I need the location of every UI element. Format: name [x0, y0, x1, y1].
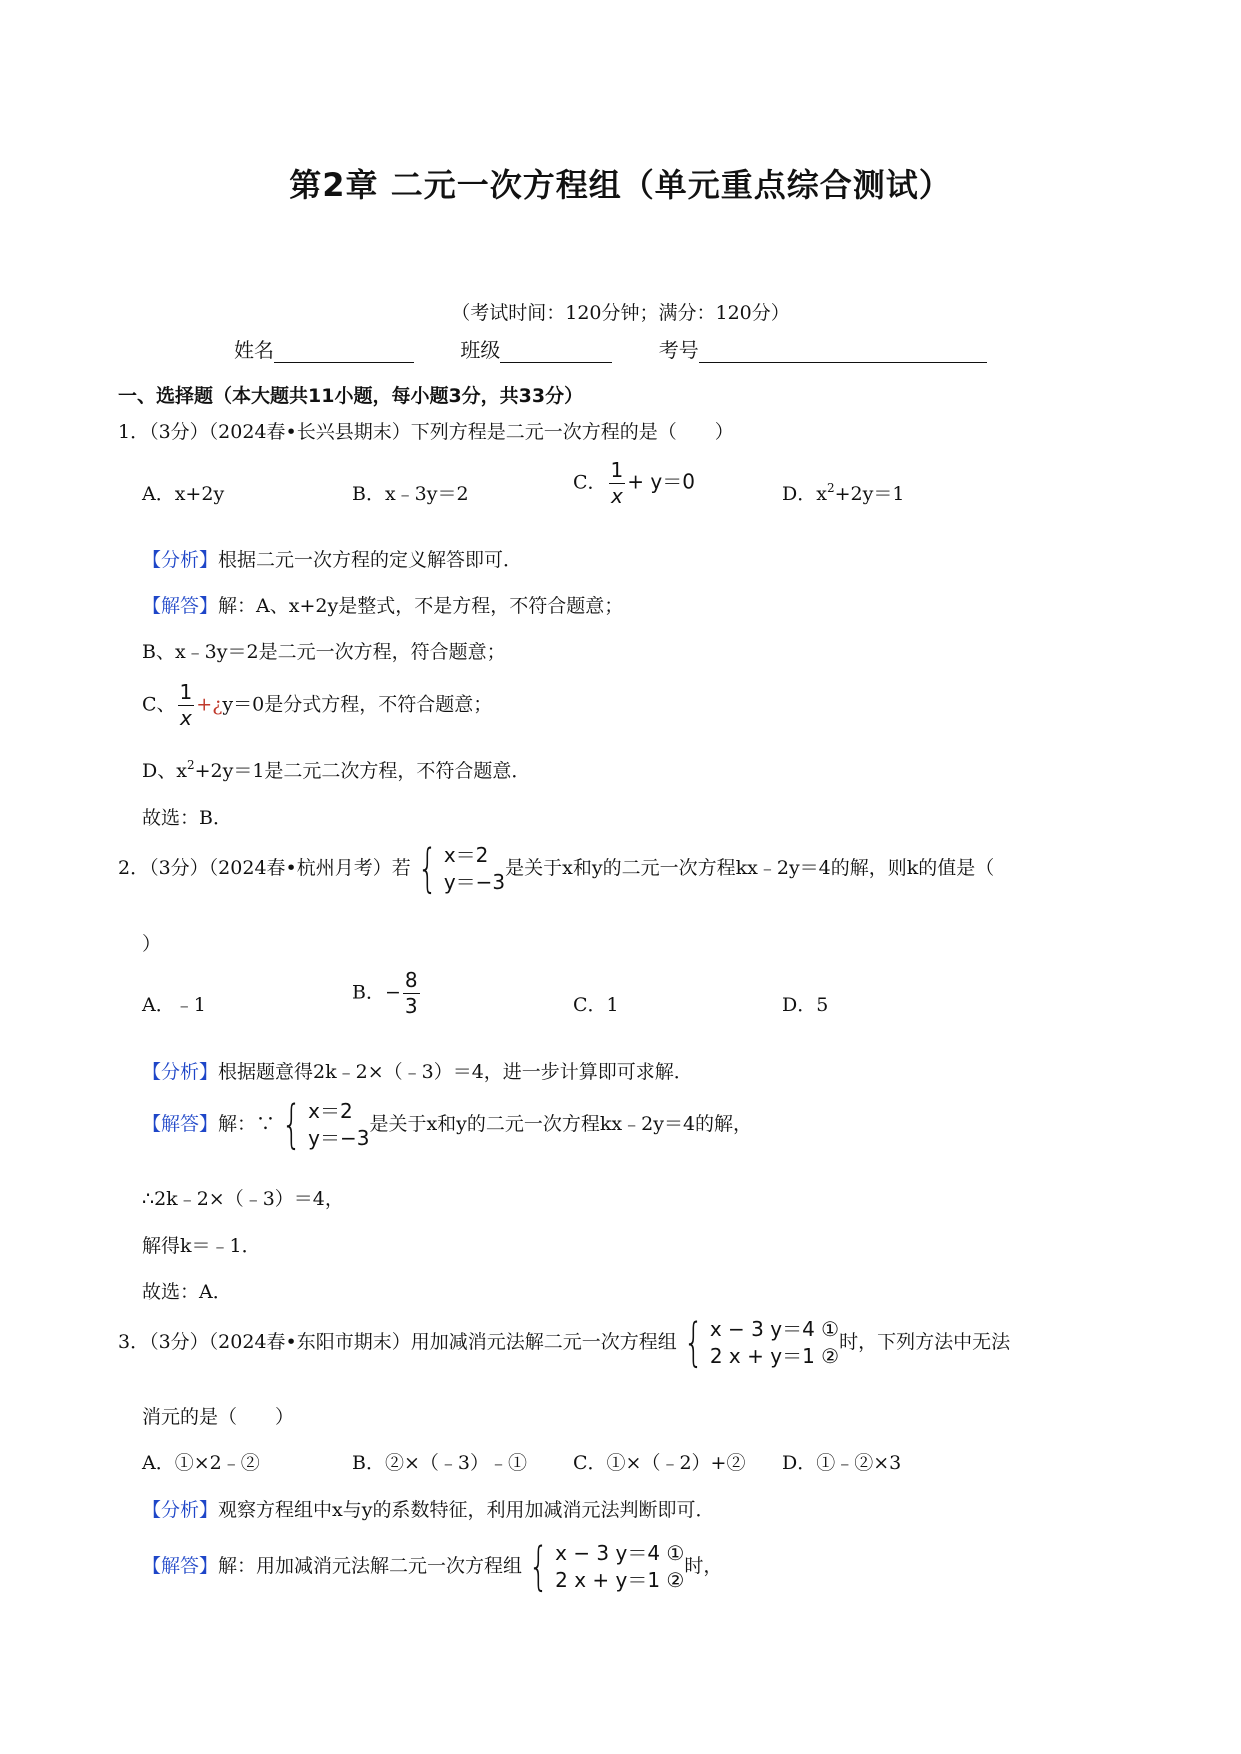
- q1-option-d-post: +2y＝1: [834, 483, 905, 505]
- q2-option-d: D．5: [782, 994, 829, 1016]
- superscript: 2: [826, 481, 835, 495]
- q1-option-a: A．x+2y: [142, 483, 225, 505]
- fraction-numerator: 8: [404, 968, 418, 992]
- answer-pre: 解：∵: [218, 1113, 276, 1135]
- q2-option-a: A．﹣1: [142, 994, 206, 1016]
- q3-option-b: B．②×（﹣3）﹣①: [352, 1452, 527, 1474]
- q3-head-pre: 3．（3分）（2024春•东阳市期末）用加减消元法解二元一次方程组: [118, 1331, 677, 1353]
- q1-option-d-pre: D．x: [782, 483, 827, 505]
- fraction-denominator: x: [179, 706, 192, 730]
- answer-pre: 解：用加减消元法解二元一次方程组: [218, 1555, 523, 1577]
- q2-option-b-prefix: B．−: [352, 981, 401, 1004]
- name-label: 姓名: [234, 338, 274, 362]
- section-heading: 一、选择题（本大题共11小题，每小题3分，共33分）: [118, 385, 584, 407]
- answer-post: 时，: [684, 1555, 723, 1577]
- q1-answer-d: [142, 756, 530, 783]
- class-field[interactable]: [500, 342, 612, 363]
- q1-option-c-prefix: C．: [573, 471, 607, 494]
- answer-post: 是关于x和y的二元一次方程kx﹣2y＝4的解，: [369, 1113, 753, 1135]
- answer-c-prefix: C、: [142, 693, 176, 716]
- left-brace: {: [683, 1313, 704, 1373]
- system-row-2: y＝−3: [308, 1126, 370, 1150]
- analysis-tag: 【分析】: [142, 1061, 219, 1083]
- analysis-tag: 【分析】: [142, 1499, 219, 1521]
- q2-head-close: ）: [142, 933, 162, 955]
- answer-c-rest: y＝0是分式方程，不符合题意；: [222, 693, 493, 716]
- system-row-2: 2 x + y＝1 ②: [709, 1344, 840, 1368]
- left-brace: {: [528, 1537, 549, 1597]
- answer-text: 解：A、x+2y是整式，不是方程，不符合题意；: [218, 595, 624, 617]
- answer-tag: 【解答】: [142, 1555, 219, 1577]
- q2-equation-system: [411, 839, 506, 899]
- q1-option-c-fraction: [609, 460, 626, 507]
- q2-answer-system: [275, 1095, 370, 1155]
- exam-info: （考试时间：120分钟；满分：120分）: [451, 302, 790, 324]
- id-field[interactable]: [699, 342, 987, 363]
- left-brace: {: [281, 1095, 302, 1155]
- q2-choice: 故选：A．: [142, 1281, 232, 1303]
- answer-c-fraction: [178, 682, 195, 729]
- q2-option-b-fraction: [403, 970, 420, 1017]
- student-fields: [234, 334, 987, 363]
- analysis-tag: 【分析】: [142, 549, 219, 571]
- system-row-1: x − 3 y＝4 ①: [555, 1541, 685, 1565]
- answer-c-mark: +¿: [196, 693, 223, 716]
- q1-analysis: [142, 545, 522, 572]
- q2-option-b: [352, 970, 422, 1017]
- system-row-1: x＝2: [443, 843, 489, 867]
- analysis-text: 根据二元一次方程的定义解答即可．: [218, 549, 523, 571]
- q3-analysis: [142, 1495, 714, 1522]
- q1-option-d: [782, 479, 904, 506]
- fraction-numerator: 1: [179, 680, 193, 704]
- q1-option-b: B．x﹣3y＝2: [352, 483, 469, 505]
- q1-choice: 故选：B．: [142, 807, 232, 829]
- answer-tag: 【解答】: [142, 595, 219, 617]
- q2-analysis: [142, 1057, 693, 1084]
- answer-tag: 【解答】: [142, 1113, 219, 1135]
- q2-option-c: C．1: [573, 994, 619, 1016]
- q2-step-1: ∴2k﹣2×（﹣3）＝4，: [142, 1188, 344, 1210]
- fraction-denominator: x: [610, 484, 623, 508]
- q1-answer: [142, 591, 623, 618]
- answer-d-pre: D、x: [142, 760, 187, 782]
- q3-option-c: C．①×（﹣2）+②: [573, 1452, 746, 1474]
- analysis-text: 根据题意得2k﹣2×（﹣3）＝4，进一步计算即可求解．: [218, 1061, 693, 1083]
- q1-answer-b: B、x﹣3y＝2是二元一次方程，符合题意；: [142, 641, 506, 663]
- fraction-numerator: 1: [610, 458, 624, 482]
- system-row-1: x＝2: [308, 1099, 353, 1123]
- q3-option-a: A．①×2﹣②: [142, 1452, 260, 1474]
- q2-head-pre: 2．（3分）（2024春•杭州月考）若: [118, 857, 411, 879]
- q2-head: [118, 839, 995, 899]
- system-row-2: y＝−3: [443, 870, 506, 894]
- answer-d-post: +2y＝1是二元二次方程，不符合题意．: [194, 760, 531, 782]
- q3-head-post: 时，下列方法中无法: [839, 1331, 1011, 1353]
- fraction-denominator: 3: [404, 994, 418, 1018]
- analysis-text: 观察方程组中x与y的系数特征，利用加减消元法判断即可．: [218, 1499, 715, 1521]
- q2-step-2: 解得k＝﹣1．: [142, 1235, 261, 1257]
- q3-equation-system: [677, 1313, 840, 1373]
- q3-answer-system: [522, 1537, 685, 1597]
- name-field[interactable]: [274, 342, 414, 363]
- q1-option-c: [573, 460, 695, 507]
- q2-head-post: 是关于x和y的二元一次方程kx﹣2y＝4的解，则k的值是（: [505, 857, 995, 879]
- q1-head: 1．（3分）（2024春•长兴县期末）下列方程是二元一次方程的是（ ）: [118, 421, 734, 443]
- system-row-2: 2 x + y＝1 ②: [555, 1568, 685, 1592]
- q3-head-line2: 消元的是（ ）: [142, 1406, 295, 1428]
- q1-answer-c: [142, 682, 492, 729]
- class-label: 班级: [460, 338, 501, 362]
- q3-head: [118, 1313, 1011, 1373]
- q3-answer: [142, 1537, 723, 1597]
- q1-option-c-rest: + y＝0: [627, 469, 695, 494]
- q3-option-d: D．①﹣②×3: [782, 1452, 902, 1474]
- system-row-1: x − 3 y＝4 ①: [709, 1317, 840, 1341]
- superscript: 2: [186, 758, 195, 772]
- page-title: 第2章 二元一次方程组（单元重点综合测试）: [289, 166, 952, 204]
- q2-answer: [142, 1095, 753, 1155]
- id-label: 考号: [658, 338, 699, 362]
- left-brace: {: [417, 839, 438, 899]
